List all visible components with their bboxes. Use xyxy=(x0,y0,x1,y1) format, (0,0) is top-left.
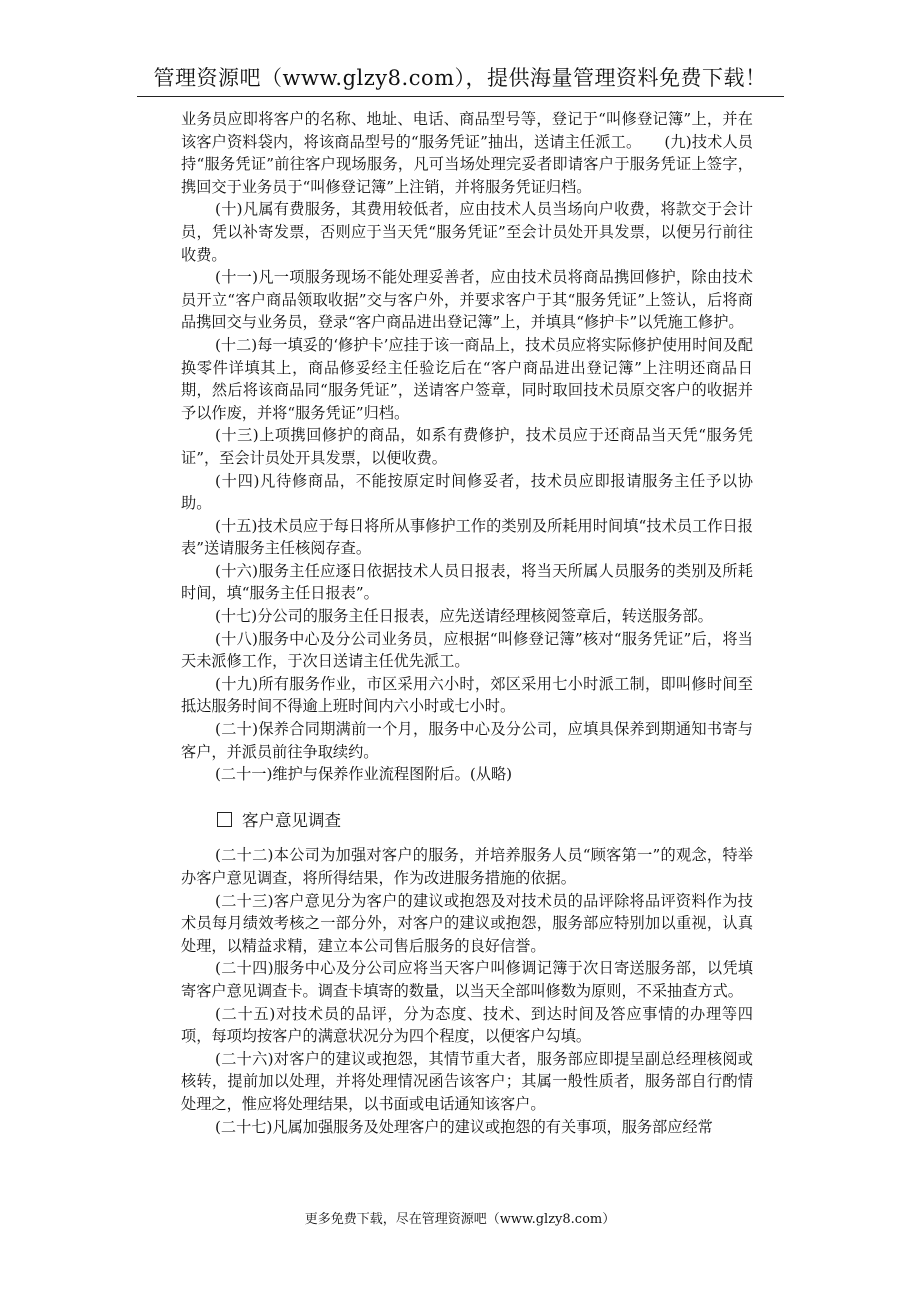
paragraph: (二十二)本公司为加强对客户的服务，并培养服务人员“顾客第一”的观念，特举办客户意见调查，将所得结果，作为改进服务措施的依据。 xyxy=(181,846,753,887)
paragraph: (二十五)对技术员的品评，分为态度、技术、到达时间及答应事情的办理等四项，每项均按客户的满意状况分为四个程度，以便客户勾填。 xyxy=(181,1004,753,1046)
paragraph: (十三)上项携回修护的商品，如系有费修护，技术员应于还商品当天凭“服务凭证”，至会计员处开具发票，以便收费。 xyxy=(181,426,753,467)
paragraph: (二十一)维护与保养作业流程图附后。(从略) xyxy=(215,765,513,784)
paragraph: (二十七)凡属加强服务及处理客户的建议或抱怨的有关事项，服务部应经常 xyxy=(215,1117,713,1136)
paragraph: (十五)技术员应于每日将所从事修护工作的类别及所耗用时间填“技术员工作日报表”送请服务主任核阅存查。 xyxy=(181,516,753,558)
paragraph: (十一)凡一项服务现场不能处理妥善者，应由技术员将商品携回修护，除由技术员开立“客户商品领取收据”交与客户外，并要求客户于其“服务凭证”上签认，后将商品携回交与业务员，登录“客户商品进出登记簿”上，并填具“修护卡”以凭施工修护。 xyxy=(181,268,753,332)
page-footer: 更多免费下载，尽在管理资源吧（www.glzy8.com） xyxy=(304,1212,616,1227)
paragraph: (十六)服务主任应逐日依据技术人员日报表，将当天所属人员服务的类别及所耗时间，填“服务主任日报表”。 xyxy=(181,561,753,603)
paragraph: (二十)保养合同期满前一个月，服务中心及分公司，应填具保养到期通知书寄与客户，并派员前往争取续约。 xyxy=(181,720,753,761)
header-divider xyxy=(137,96,784,97)
paragraph: (十七)分公司的服务主任日报表，应先送请经理核阅签章后，转送服务部。 xyxy=(215,607,713,626)
paragraph: (二十四)服务中心及分公司应将当天客户叫修调记簿于次日寄送服务部，以凭填寄客户意见调查卡。调查卡填寄的数量，以当天全部叫修数为原则，不采抽查方式。 xyxy=(181,959,753,1000)
section-heading-text: 客户意见调查 xyxy=(242,810,341,830)
paragraph: (二十三)客户意见分为客户的建议或抱怨及对技术员的品评除将品评资料作为技术员每月绩效考核之一部分外，对客户的建议或抱怨，服务部应特别加以重视，认真处理，以精益求精，建立本公司售后服务的良好信誉。 xyxy=(181,891,753,955)
checkbox-icon xyxy=(217,812,232,827)
document-body xyxy=(181,108,753,1138)
paragraph: (十四)凡待修商品，不能按原定时间修妥者，技术员应即报请服务主任予以协助。 xyxy=(181,471,753,513)
page-header-title: 管理资源吧（www.glzy8.com），提供海量管理资料免费下载！ xyxy=(153,66,767,90)
paragraph: (十二)每一填妥的‘修护卡’应挂于该一商品上，技术员应将实际修护使用时间及配换零件详填其上，商品修妥经主任验讫后在“客户商品进出登记簿”上注明还商品日期，然后将该商品同“服务凭证”，送请客户签章，同时取回技术员原交客户的收据并予以作废，并将“服务凭证”归档。 xyxy=(181,335,753,422)
paragraph: (二十六)对客户的建议或抱怨，其情节重大者，服务部应即提呈副总经理核阅或核转，提前加以处理，并将处理情况函告该客户；其属一般性质者，服务部自行酌情处理之，惟应将处理结果，以书面或电话通知该客户。 xyxy=(181,1049,753,1113)
paragraph: (十)凡属有费服务，其费用较低者，应由技术人员当场向户收费，将款交于会计员，凭以补寄发票，否则应于当天凭“服务凭证”至会计员处开具发票，以便另行前往收费。 xyxy=(181,200,753,264)
section-heading xyxy=(181,810,753,833)
paragraph: 业务员应即将客户的名称、地址、电话、商品型号等，登记于“叫修登记簿”上，并在该客户资料袋内，将该商品型号的“服务凭证”抽出，送请主任派工。 (九)技术人员持“服务凭证”前往客户现场服务，凡可当场处理完妥者即请客户于服务凭证上签字，携回交于业务员于“叫修登记簿”上注销，并将服务凭证归档。 xyxy=(181,110,753,196)
paragraph: (十九)所有服务作业，市区采用六小时，郊区采用七小时派工制，即叫修时间至抵达服务时间不得逾上班时间内六小时或七小时。 xyxy=(181,674,753,716)
paragraph: (十八)服务中心及分公司业务员，应根据“叫修登记簿”核对“服务凭证”后，将当天未派修工作，于次日送请主任优先派工。 xyxy=(181,629,753,671)
